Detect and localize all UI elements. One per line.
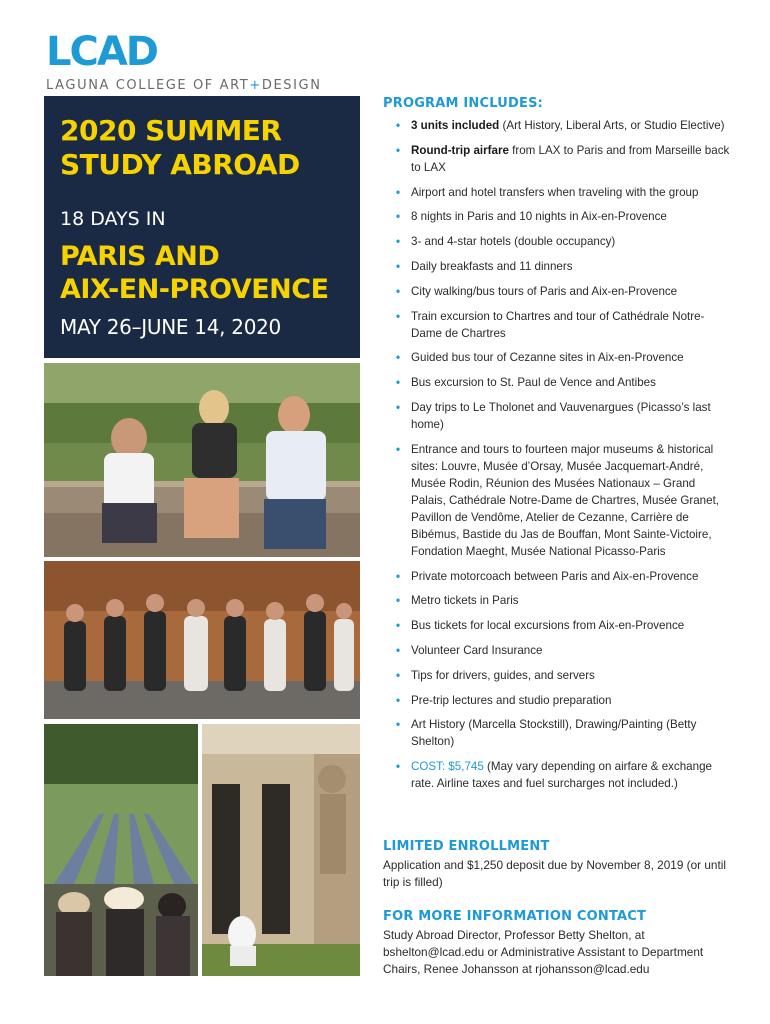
building-statue-photo xyxy=(202,724,360,976)
list-item xyxy=(383,568,733,585)
list-item xyxy=(383,233,733,250)
contact-heading: FOR MORE INFORMATION CONTACT xyxy=(383,909,647,924)
enrollment-heading: LIMITED ENROLLMENT xyxy=(383,839,550,854)
item-text: from LAX to Paris and from Marseille back to LAX xyxy=(411,143,730,174)
contact-text: Study Abroad Director, Professor Betty Shelton, at bshelton@lcad.edu or Administrative Assistant to Department Chairs, Renee Johansson at rjohansson@lcad.edu xyxy=(383,928,704,976)
list-item xyxy=(383,716,733,750)
bullet: • xyxy=(396,668,401,682)
list-item xyxy=(383,258,733,275)
bullet: • xyxy=(396,351,401,365)
hero-destination-line1: PARIS AND xyxy=(60,241,220,272)
program-section xyxy=(383,96,733,800)
bullet: • xyxy=(396,442,401,456)
list-item xyxy=(383,283,733,300)
item-bold: 3 units included xyxy=(411,119,500,132)
hero-title-line1: 2020 SUMMER xyxy=(60,114,282,147)
bullet: • xyxy=(396,376,401,390)
item-text: Entrance and tours to fourteen major museums & historical sites: Louvre, Musée d’Orsay, Musée Jacquemart-André, Musée Rodin, Réunion des Musées Nationaux – Grand Palais, Cathédrale Notre-Dame de Chartres, Musée Granet, Pavillon de Vendôme, Atelier de Cezanne, Carrière de Bibémus, Bastide du Jas de Bouffan, Mont Sainte-Victoire, Fondation Maeght, Musée National Picasso-Paris xyxy=(411,442,720,558)
item-bold: Round-trip airfare xyxy=(411,143,509,157)
item-text: City walking/bus tours of Paris and Aix-en-Provence xyxy=(411,284,678,298)
item-text: 8 nights in Paris and 10 nights in Aix-en-Provence xyxy=(411,210,667,224)
bullet: • xyxy=(396,309,401,323)
list-item xyxy=(383,374,733,391)
contact-section xyxy=(383,909,733,978)
plus-sign: + xyxy=(249,78,262,93)
list-item xyxy=(383,441,733,560)
hero-destination xyxy=(60,240,329,306)
item-text: Art History (Marcella Stockstill), Drawing/Painting (Betty Shelton) xyxy=(411,718,697,749)
bullet: • xyxy=(396,210,401,224)
bullet: • xyxy=(396,259,401,273)
bullet: • xyxy=(396,235,401,249)
hero-dates: MAY 26–JUNE 14, 2020 xyxy=(60,315,281,339)
bullet: • xyxy=(396,693,401,707)
college-name-part1: LAGUNA COLLEGE OF ART xyxy=(46,78,250,93)
item-text: Metro tickets in Paris xyxy=(411,594,519,608)
enrollment-text: Application and $1,250 deposit due by November 8, 2019 (or until trip is filled) xyxy=(383,858,726,889)
bullet: • xyxy=(396,119,401,132)
hero-destination-line2: AIX-EN-PROVENCE xyxy=(60,274,329,305)
item-text: (Art History, Liberal Arts, or Studio Elective) xyxy=(499,119,725,132)
hero-banner xyxy=(44,96,360,358)
students-sketching-photo xyxy=(44,363,360,557)
list-item xyxy=(383,117,733,134)
item-text: Train excursion to Chartres and tour of Cathédrale Notre-Dame de Chartres xyxy=(411,309,705,340)
cost-label: COST: $5,745 xyxy=(411,760,484,774)
bullet: • xyxy=(396,143,401,157)
item-text: Guided bus tour of Cezanne sites in Aix-en-Provence xyxy=(411,351,684,365)
item-text: Day trips to Le Tholonet and Vauvenargues (Picasso’s last home) xyxy=(411,400,711,431)
list-item xyxy=(383,592,733,609)
list-item xyxy=(383,617,733,634)
list-item xyxy=(383,758,733,792)
list-item xyxy=(383,642,733,659)
bullet: • xyxy=(396,718,401,732)
item-text: Volunteer Card Insurance xyxy=(411,643,543,657)
program-heading: PROGRAM INCLUDES: xyxy=(383,96,544,111)
bullet: • xyxy=(396,619,401,633)
item-text: Daily breakfasts and 11 dinners xyxy=(411,259,573,273)
bullet: • xyxy=(396,400,401,414)
list-item xyxy=(383,308,733,342)
hero-duration: 18 DAYS IN xyxy=(60,208,166,230)
bullet: • xyxy=(396,594,401,608)
bullet: • xyxy=(396,185,401,199)
item-text: Tips for drivers, guides, and servers xyxy=(411,668,595,682)
bullet: • xyxy=(396,643,401,657)
hero-title xyxy=(60,114,300,182)
item-text: Pre-trip lectures and studio preparation xyxy=(411,693,612,707)
lavender-field-photo xyxy=(44,724,198,976)
item-text: Bus excursion to St. Paul de Vence and Antibes xyxy=(411,376,656,390)
college-name-part2: DESIGN xyxy=(261,78,322,93)
bullet: • xyxy=(396,569,401,583)
college-name xyxy=(46,78,322,93)
list-item xyxy=(383,184,733,201)
list-item xyxy=(383,142,733,176)
list-item xyxy=(383,399,733,433)
cost-note: (May vary depending on airfare & exchange rate. Airline taxes and fuel surcharges not included.) xyxy=(411,760,712,791)
item-text: Private motorcoach between Paris and Aix-en-Provence xyxy=(411,569,699,583)
bullet: • xyxy=(396,760,401,774)
list-item xyxy=(383,692,733,709)
hero-title-line2: STUDY ABROAD xyxy=(60,148,300,181)
list-item xyxy=(383,349,733,366)
item-text: Bus tickets for local excursions from Aix-en-Provence xyxy=(411,619,685,633)
program-list xyxy=(383,117,733,792)
list-item xyxy=(383,667,733,684)
lcad-logo-mark: LCAD xyxy=(46,29,158,75)
item-text: Airport and hotel transfers when traveling with the group xyxy=(411,185,699,199)
item-text: 3- and 4-star hotels (double occupancy) xyxy=(411,235,616,249)
group-photo xyxy=(44,561,360,719)
enrollment-section xyxy=(383,839,733,891)
bullet: • xyxy=(396,284,401,298)
list-item xyxy=(383,208,733,225)
